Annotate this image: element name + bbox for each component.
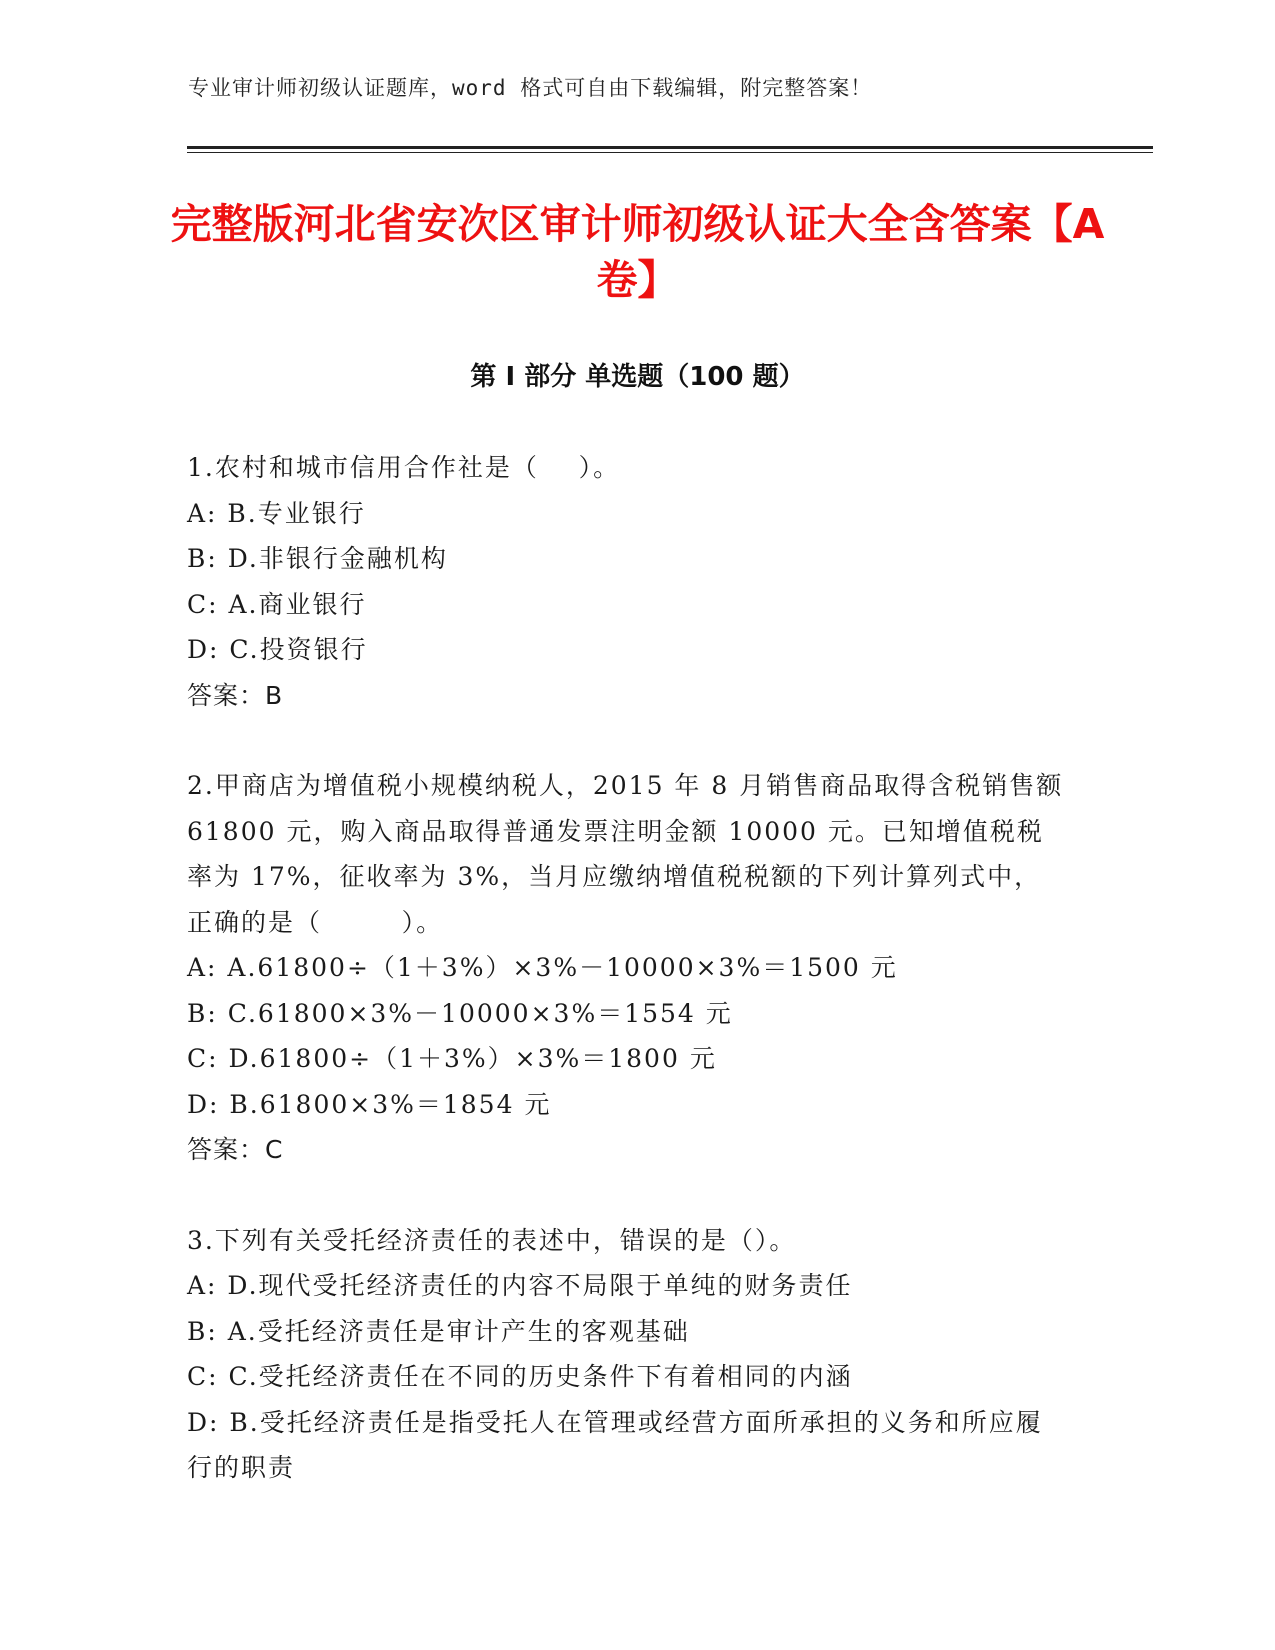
option-b: B: D.非银行金融机构	[187, 544, 448, 573]
header-note: 专业审计师初级认证题库，word 格式可自由下载编辑，附完整答案！	[188, 76, 873, 100]
option-d: D: B.受托经济责任是指受托人在管理或经营方面所承担的义务和所应履行的职责	[187, 1407, 1043, 1482]
question-list	[187, 445, 1074, 1536]
answer: 答案：B	[187, 680, 284, 710]
header-rule-thin	[187, 152, 1153, 153]
option-d: D: B.61800×3%＝1854 元	[187, 1089, 552, 1119]
option-a: A: A.61800÷（1＋3%）×3%－10000×3%＝1500 元	[187, 953, 898, 982]
question-stem: 1.农村和城市信用合作社是（ ）。	[187, 453, 621, 482]
option-c: C: A.商业银行	[187, 589, 367, 619]
header-rule-thick	[187, 146, 1153, 149]
question-1	[187, 445, 1067, 718]
question-stem: 3.下列有关受托经济责任的表述中，错误的是（）。	[187, 1225, 797, 1255]
question-2	[187, 763, 1074, 1173]
option-b: B: A.受托经济责任是审计产生的客观基础	[187, 1316, 690, 1346]
option-d: D: C.投资银行	[187, 635, 368, 664]
option-c: C: C.受托经济责任在不同的历史条件下有着相同的内涵	[187, 1362, 853, 1391]
option-a: A: D.现代受托经济责任的内容不局限于单纯的财务责任	[187, 1271, 853, 1300]
question-3	[187, 1218, 1067, 1491]
question-stem: 2.甲商店为增值税小规模纳税人，2015 年 8 月销售商品取得含税销售额 61800 元，购入商品取得普通发票注明金额 10000 元。已知增值税税率为 17%，征收率为 3%，当月应缴纳增值税税额的下列计算列式中，正确的是（ ）。	[187, 771, 1074, 937]
option-b: B: C.61800×3%－10000×3%＝1554 元	[187, 998, 733, 1028]
option-a: A: B.专业银行	[187, 498, 366, 528]
document-title: 完整版河北省安次区审计师初级认证大全含答案【A 卷】	[170, 200, 1105, 304]
answer: 答案：C	[187, 1135, 284, 1164]
section-heading: 第 I 部分 单选题（100 题）	[470, 362, 805, 392]
option-c: C: D.61800÷（1＋3%）×3%＝1800 元	[187, 1044, 717, 1073]
